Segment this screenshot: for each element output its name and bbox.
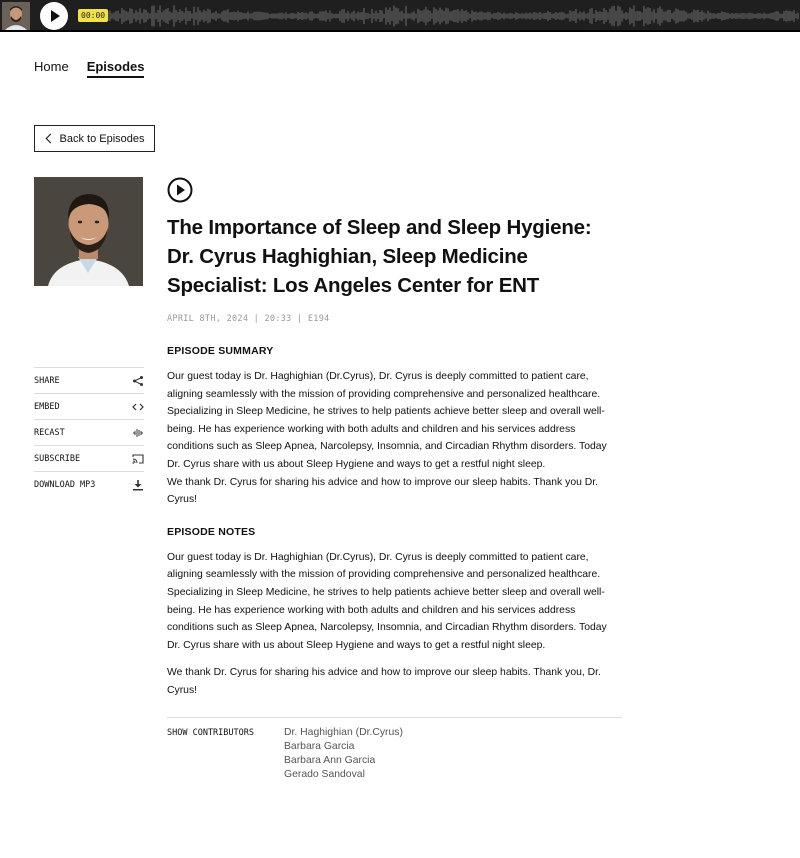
download-icon xyxy=(132,479,144,491)
back-to-episodes-button[interactable] xyxy=(34,125,155,152)
share-icon xyxy=(132,375,144,387)
notes-paragraph-2: We thank Dr. Cyrus for sharing his advice and how to improve our sleep habits. Thank you, Dr. Cyrus! xyxy=(167,667,601,696)
audio-player-bar xyxy=(0,0,800,32)
embed-label: EMBED xyxy=(34,401,60,412)
summary-paragraph-2: We thank Dr. Cyrus for sharing his advice and how to improve our sleep habits. Thank you Dr. Cyrus! xyxy=(167,476,599,506)
contributor: Dr. Haghighian (Dr.Cyrus) xyxy=(284,726,403,738)
episode-summary-heading: EPISODE SUMMARY xyxy=(167,345,274,357)
recast-label: RECAST xyxy=(34,427,65,438)
episode-play-icon[interactable] xyxy=(167,177,193,203)
nav-home[interactable]: Home xyxy=(34,59,69,74)
player-play-button[interactable] xyxy=(40,2,68,30)
recast-icon xyxy=(132,427,144,439)
episode-summary xyxy=(167,368,622,509)
nav-episodes[interactable]: Episodes xyxy=(87,59,145,78)
embed-action[interactable] xyxy=(34,393,144,419)
contributor: Barbara Ann Garcia xyxy=(284,754,376,766)
guest-photo xyxy=(34,177,143,286)
download-label: DOWNLOAD MP3 xyxy=(34,479,96,490)
summary-paragraph-1: Our guest today is Dr. Haghighian (Dr.Cyrus), Dr. Cyrus is deeply committed to patient care, aligning seamlessly with the mission of providing comprehensive and personalized healthcare. Specializing in Sleep Medicine, he strives to help patients achieve better sleep and overall well-being. He has experience working with both adults and children and his services address conditions such as Sleep Apnea, Narcolepsy, Insomnia, and Circadian Rhythm disorders. Today Dr. Cyrus share with us about Sleep Hygiene and ways to get a restful night sleep. xyxy=(167,371,607,470)
notes-paragraph-1: Our guest today is Dr. Haghighian (Dr.Cyrus), Dr. Cyrus is deeply committed to patient care, aligning seamlessly with the mission of providing comprehensive and personalized healthcare. Specializing in Sleep Medicine, he strives to help patients achieve better sleep and overall well-being. He has experience working with both adults and children and his services address conditions such as Sleep Apnea, Narcolepsy, Insomnia, and Circadian Rhythm disorders. Today Dr. Cyrus share with us about Sleep Hygiene and ways to get a restful night sleep. xyxy=(167,551,607,651)
contributor: Barbara Garcia xyxy=(284,740,355,752)
download-mp3-action[interactable] xyxy=(34,471,144,497)
player-time: 00:00 xyxy=(78,9,108,22)
episode-title: The Importance of Sleep and Sleep Hygiene: Dr. Cyrus Haghighian, Sleep Medicine Specialist: Los Angeles Center for ENT xyxy=(167,216,592,297)
contributors-list xyxy=(284,726,403,783)
show-contributors xyxy=(167,717,622,783)
subscribe-label: SUBSCRIBE xyxy=(34,453,81,464)
contributor: Gerado Sandoval xyxy=(284,769,365,781)
main-nav xyxy=(34,59,144,78)
episode-main xyxy=(167,177,622,782)
waveform-scrubber[interactable] xyxy=(108,2,800,30)
back-button-label: Back to Episodes xyxy=(59,132,145,145)
guest-thumbnail xyxy=(2,2,30,30)
episode-notes-heading: EPISODE NOTES xyxy=(167,525,256,538)
contributors-label: SHOW CONTRIBUTORS xyxy=(167,727,254,738)
cast-icon xyxy=(132,453,144,465)
episode-meta: APRIL 8TH, 2024 | 20:33 | E194 xyxy=(167,314,330,324)
share-label: SHARE xyxy=(34,375,60,386)
chevron-left-icon xyxy=(45,134,55,144)
share-action[interactable] xyxy=(34,367,144,393)
recast-action[interactable] xyxy=(34,419,144,445)
subscribe-action[interactable] xyxy=(34,445,144,471)
code-icon xyxy=(132,401,144,413)
episode-actions xyxy=(34,367,144,497)
